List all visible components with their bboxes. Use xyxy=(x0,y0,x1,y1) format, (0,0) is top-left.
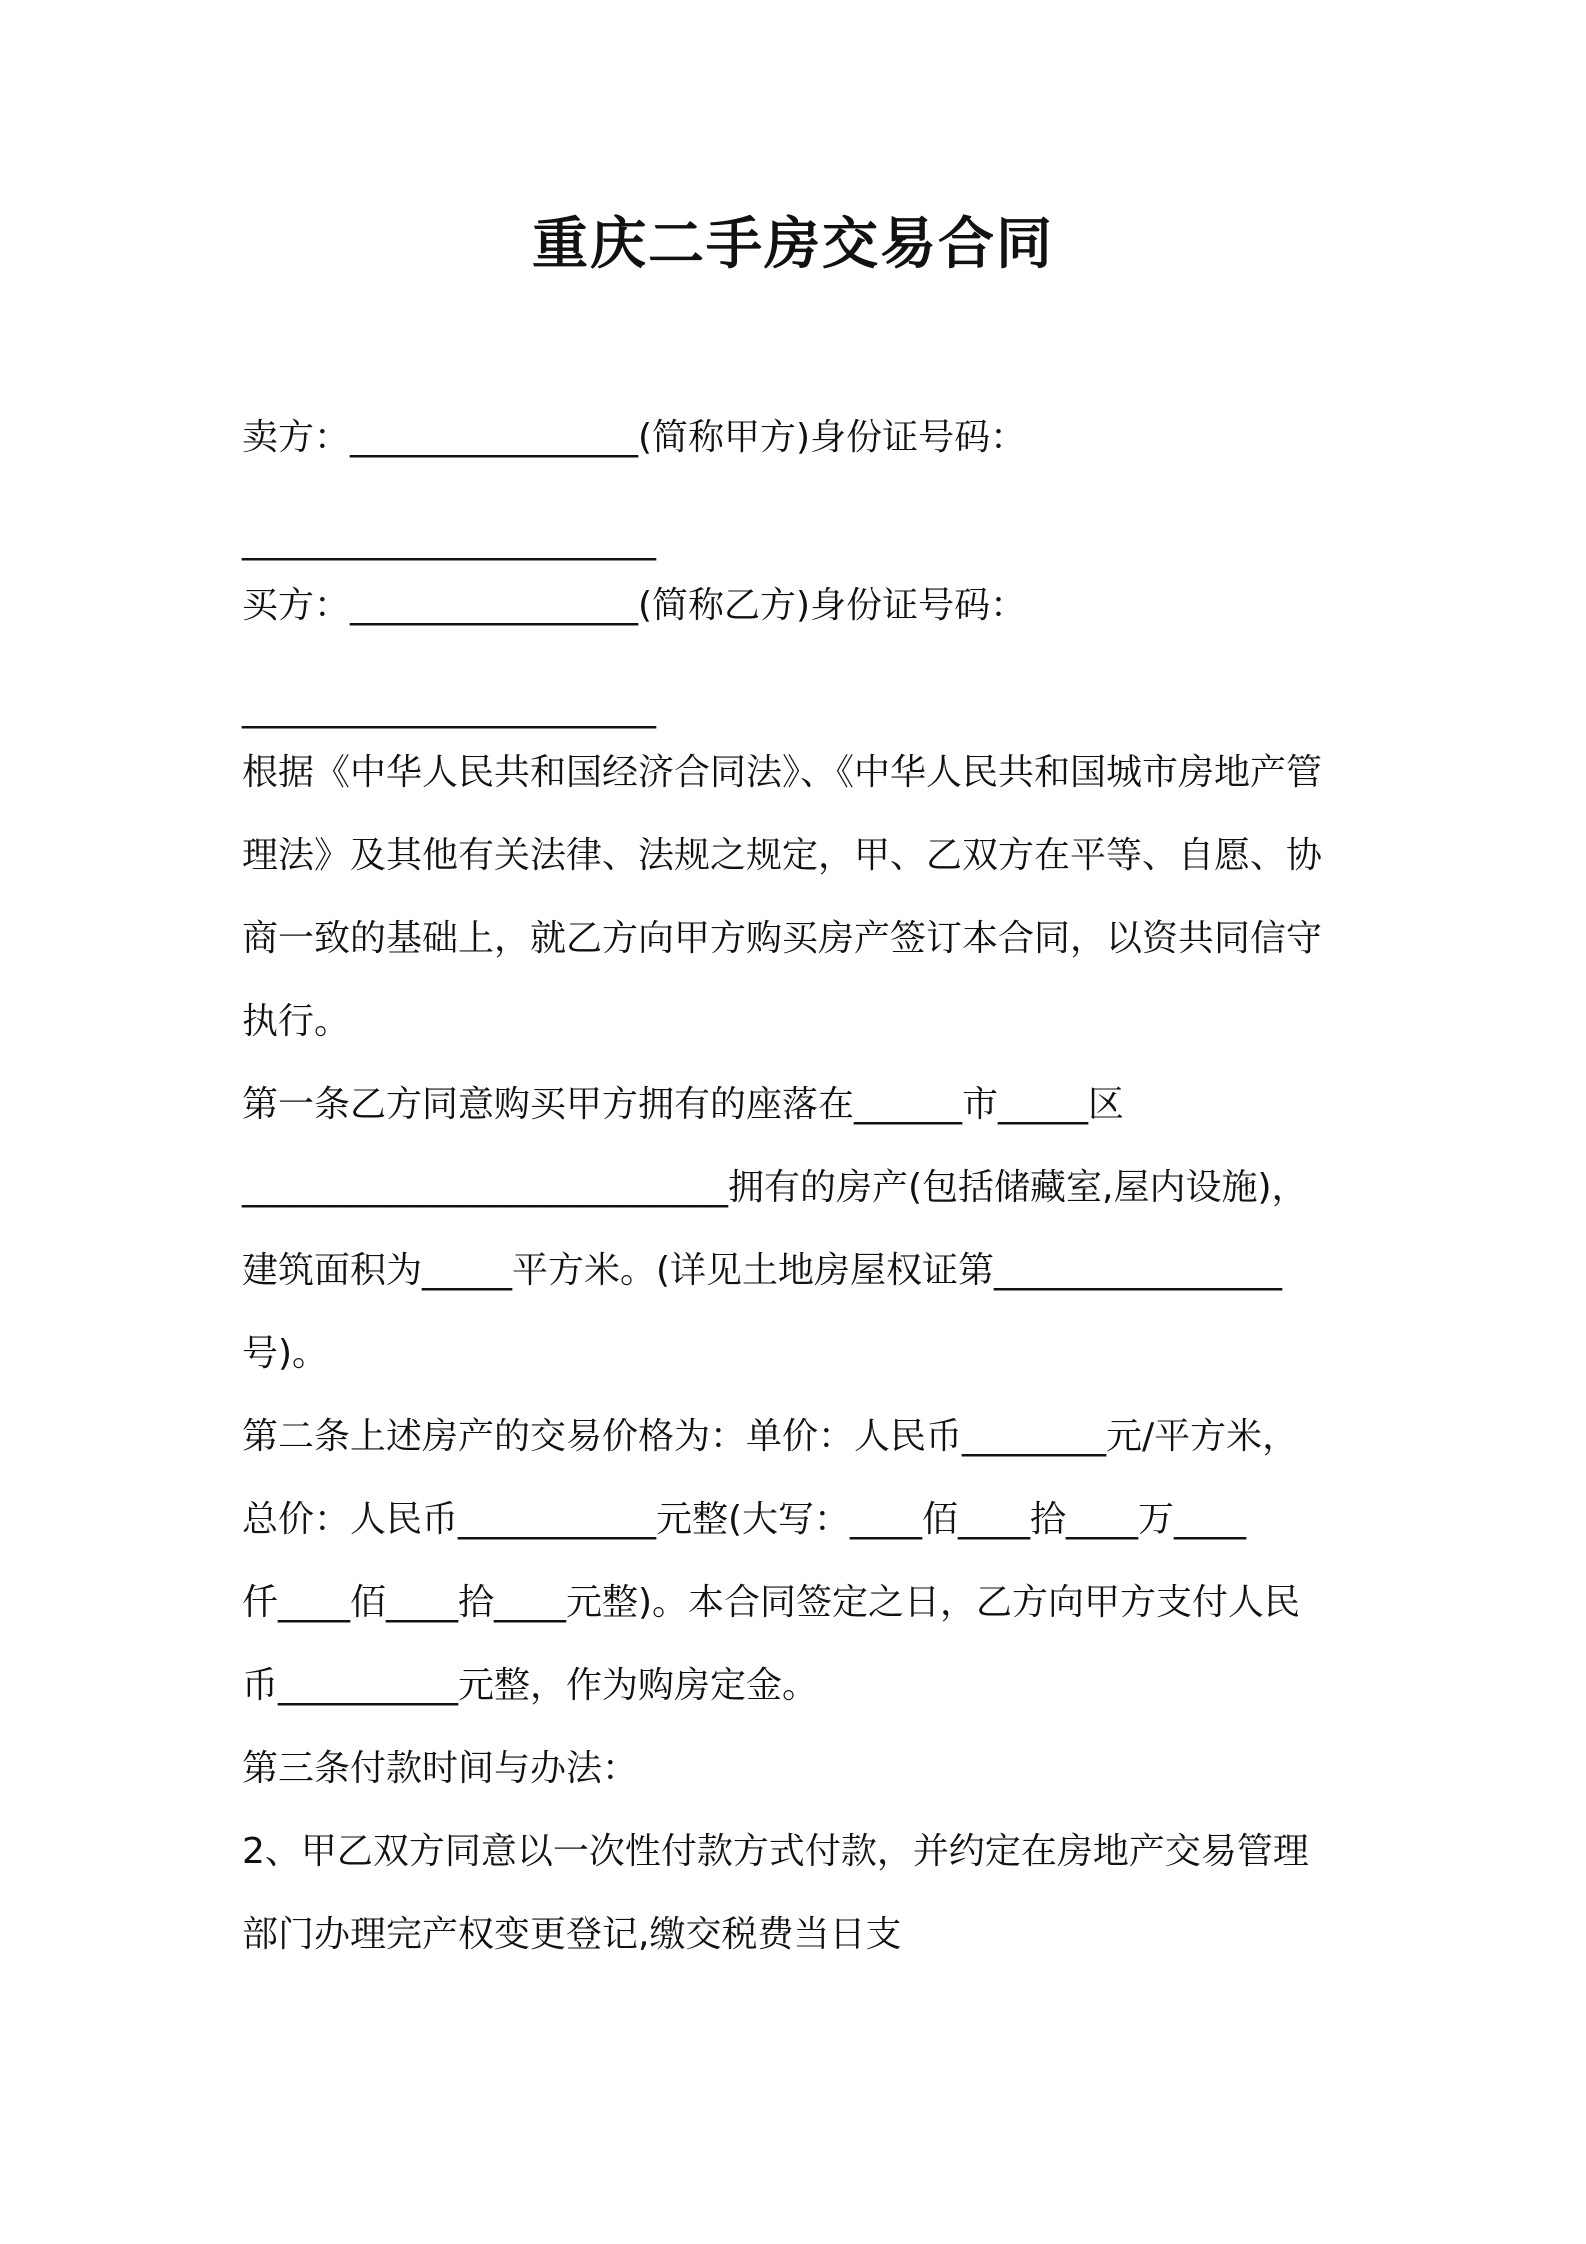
article-2-line-2: 总价：人民币___________元整(大写：____佰____拾____万____ xyxy=(242,1499,1247,1540)
preamble-line-2: 理法》及其他有关法律、法规之规定，甲、乙双方在平等、自愿、协 xyxy=(242,835,1323,876)
article-1-line-2: ___________________________拥有的房产(包括储藏室,屋内设施)， xyxy=(242,1167,1308,1208)
article-1-line-3: 建筑面积为_____平方米。(详见土地房屋权证第________________ xyxy=(242,1250,1283,1291)
seller-line: 卖方：________________(简称甲方)身份证号码： xyxy=(242,417,1027,458)
document-title: 重庆二手房交易合同 xyxy=(532,212,1054,277)
article-3-line-2: 部门办理完产权变更登记,缴交税费当日支 xyxy=(242,1914,902,1955)
article-3-line-1: 2、甲乙双方同意以一次性付款方式付款，并约定在房地产交易管理 xyxy=(242,1831,1309,1872)
article-1-line-4: 号)。 xyxy=(242,1333,329,1374)
seller-id-blank: _______________________ xyxy=(242,520,656,561)
article-2-line-4: 币__________元整，作为购房定金。 xyxy=(242,1665,819,1706)
article-2-line-3: 仟____佰____拾____元整)。本合同签定之日，乙方向甲方支付人民 xyxy=(242,1582,1301,1623)
preamble-line-4: 执行。 xyxy=(242,1001,351,1042)
buyer-line: 买方：________________(简称乙方)身份证号码： xyxy=(242,585,1027,626)
article-3-heading: 第三条付款时间与办法： xyxy=(242,1748,639,1789)
preamble-line-1: 根据《中华人民共和国经济合同法》、《中华人民共和国城市房地产管 xyxy=(242,752,1323,793)
preamble-line-3: 商一致的基础上，就乙方向甲方购买房产签订本合同，以资共同信守 xyxy=(242,918,1323,959)
buyer-id-blank: _______________________ xyxy=(242,688,656,729)
article-1-line-1: 第一条乙方同意购买甲方拥有的座落在______市_____区 xyxy=(242,1084,1125,1125)
article-2-line-1: 第二条上述房产的交易价格为：单价：人民币________元/平方米， xyxy=(242,1416,1299,1457)
